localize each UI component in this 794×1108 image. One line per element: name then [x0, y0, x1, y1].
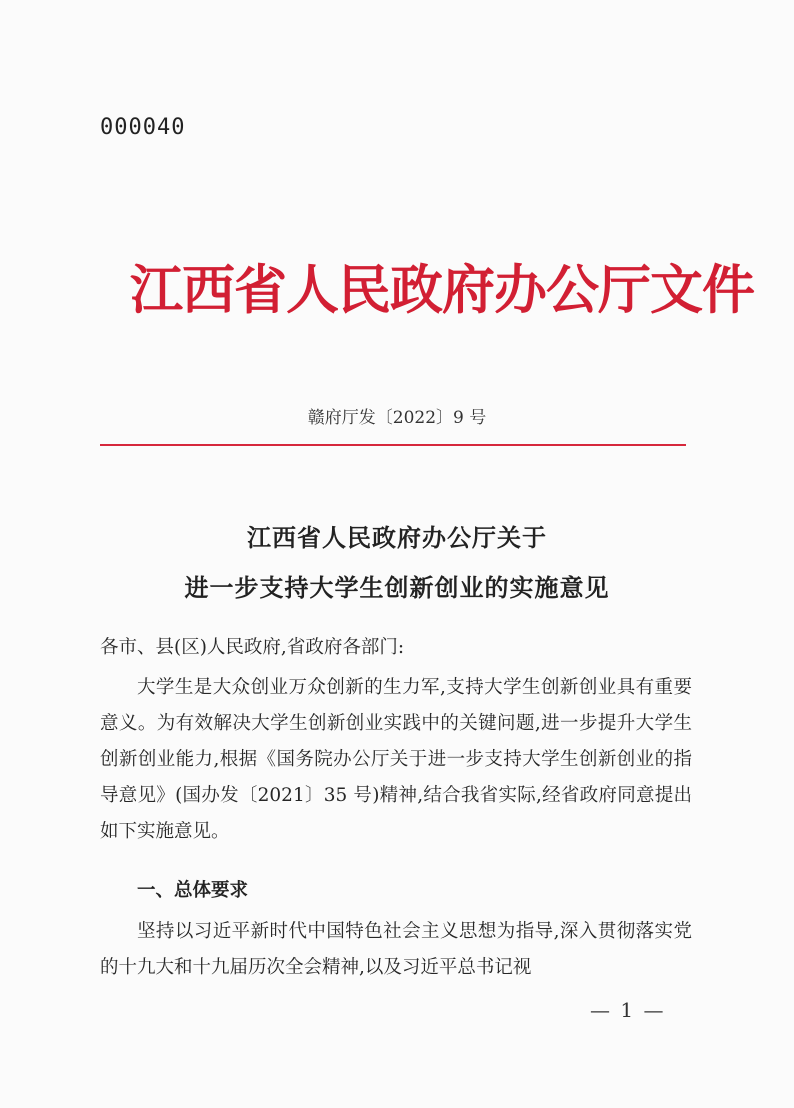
paragraph-intro: 大学生是大众创业万众创新的生力军,支持大学生创新创业具有重要意义。为有效解决大学生创新创业实践中的关键问题,进一步提升大学生创新创业能力,根据《国务院办公厅关于进一步支持大学生创新创业的指导意见》(国办发〔2021〕35 号)精神,结合我省实际,经省政府同意提出如下实施意见。 — [100, 677, 692, 842]
salutation: 各市、县(区)人民政府,省政府各部门: — [100, 637, 405, 658]
section-heading-general-requirements: 一、总体要求 — [137, 880, 249, 901]
red-divider-line — [100, 444, 686, 446]
document-number: 赣府厅发〔2022〕9 号 — [307, 408, 487, 428]
masthead-title: 江西省人民政府办公厅文件 — [130, 259, 754, 321]
page-number: — 1 — — [590, 998, 666, 1022]
serial-number: 000040 — [100, 115, 186, 140]
paragraph-guidance: 坚持以习近平新时代中国特色社会主义思想为指导,深入贯彻落实党的十九大和十九届历次全会精神,以及习近平总书记视 — [100, 921, 692, 978]
document-title-line1: 江西省人民政府办公厅关于 — [247, 523, 547, 552]
document-title-line2: 进一步支持大学生创新创业的实施意见 — [184, 573, 610, 602]
